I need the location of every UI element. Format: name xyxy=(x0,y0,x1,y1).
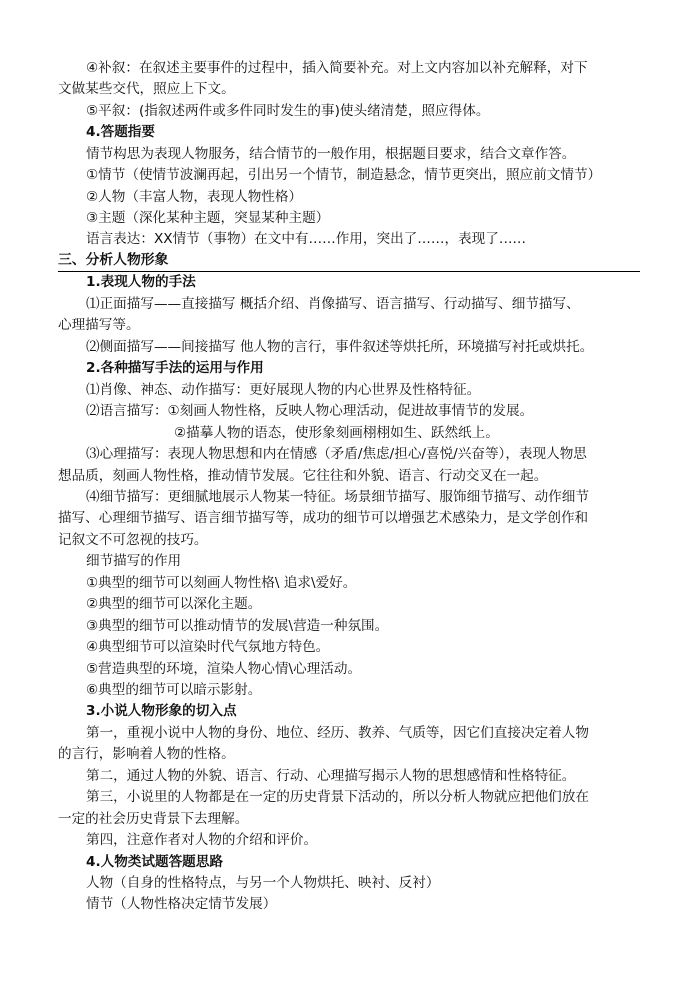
paragraph-line: 一定的社会历史背景下去理解。 xyxy=(58,811,249,827)
paragraph-line: ⑵语言描写：①刻画人物性格，反映人物心理活动，促进故事情节的发展。 xyxy=(86,403,534,419)
subheading-answer-approach: 4.人物类试题答题思路 xyxy=(86,854,223,870)
list-item: ①典型的细节可以刻画人物性格\ 追求\爱好。 xyxy=(86,575,357,591)
paragraph-line: 文做某些交代，照应上下文。 xyxy=(58,81,235,97)
list-item: ③典型的细节可以推动情节的发展\营造一种氛围。 xyxy=(86,618,389,634)
list-item: ③主题（深化某种主题，突显某种主题） xyxy=(86,210,330,226)
paragraph-line: ⑴正面描写——直接描写 概括介绍、肖像描写、语言描写、行动描写、细节描写、 xyxy=(86,296,580,312)
paragraph-line: 情节（人物性格决定情节发展） xyxy=(86,896,277,912)
paragraph-line: 第三，小说里的人物都是在一定的历史背景下活动的，所以分析人物就应把他们放在 xyxy=(86,789,589,805)
paragraph-line: ②描摹人物的语态，使形象刻画栩栩如生、跃然纸上。 xyxy=(174,425,499,441)
paragraph-line: 细节描写的作用 xyxy=(86,553,182,569)
list-item: ②典型的细节可以深化主题。 xyxy=(86,596,262,612)
subheading-answer-guide: 4.答题指要 xyxy=(86,124,155,140)
paragraph-line: ⑴肖像、神态、动作描写：更好展现人物的内心世界及性格特征。 xyxy=(86,382,481,398)
paragraph-line: 第一，重视小说中人物的身份、地位、经历、教养、气质等，因它们直接决定着人物 xyxy=(86,725,589,741)
subheading-entry-points: 3.小说人物形象的切入点 xyxy=(86,703,237,719)
list-item: ②人物（丰富人物，表现人物性格） xyxy=(86,189,303,205)
paragraph-line: 描写、心理细节描写、语言细节描写等，成功的细节可以增强艺术感染力，是文学创作和 xyxy=(58,510,589,526)
list-item: ①情节（使情节波澜再起，引出另一个情节，制造悬念，情节更突出，照应前文情节） xyxy=(86,167,602,183)
section-heading-character-analysis: 三、分析人物形象 xyxy=(58,249,640,272)
paragraph-line: ⑵侧面描写——间接描写 他人物的言行，事件叙述等烘托所，环境描写衬托或烘托。 xyxy=(86,339,594,355)
paragraph-line: 人物（自身的性格特点，与另一个人物烘托、映衬、反衬） xyxy=(86,875,440,891)
list-item: ⑤营造典型的环境，渲染人物心情\心理活动。 xyxy=(86,661,362,677)
paragraph-line: 第四，注意作者对人物的介绍和评价。 xyxy=(86,832,318,848)
paragraph-supplementary-narration: ④补叙：在叙述主要事件的过程中，插入简要补充。对上文内容加以补充解释，对下 xyxy=(86,60,588,76)
paragraph-line: 情节构思为表现人物服务，结合情节的一般作用，根据题目要求，结合文章作答。 xyxy=(86,146,576,162)
paragraph-line: 心理描写等。 xyxy=(58,317,140,333)
paragraph-line: 想品质，刻画人物性格，推动情节发展。它往往和外貌、语言、行动交叉在一起。 xyxy=(58,468,548,484)
paragraph-line: ⑷细节描写：更细腻地展示人物某一特征。场景细节描写、服饰细节描写、动作细节 xyxy=(86,489,589,505)
subheading-methods: 1.表现人物的手法 xyxy=(86,274,196,290)
paragraph-parallel-narration: ⑤平叙：(指叙述两件或多件同时发生的事)使头绪清楚，照应得体。 xyxy=(86,103,490,119)
list-item: ④典型细节可以渲染时代气氛地方特色。 xyxy=(86,639,330,655)
paragraph-line: 记叙文不可忽视的技巧。 xyxy=(58,532,208,548)
subheading-techniques: 2.各种描写手法的运用与作用 xyxy=(86,360,264,376)
paragraph-line: ⑶心理描写：表现人物思想和内在情感（矛盾/焦虑/担心/喜悦/兴奋等），表现人物思 xyxy=(86,446,587,462)
paragraph-line: 语言表达：XX情节（事物）在文中有……作用，突出了……，表现了…… xyxy=(86,231,527,247)
paragraph-line: 第二，通过人物的外貌、语言、行动、心理描写揭示人物的思想感情和性格特征。 xyxy=(86,768,576,784)
paragraph-line: 的言行，影响着人物的性格。 xyxy=(58,746,235,762)
list-item: ⑥典型的细节可以暗示影射。 xyxy=(86,682,262,698)
